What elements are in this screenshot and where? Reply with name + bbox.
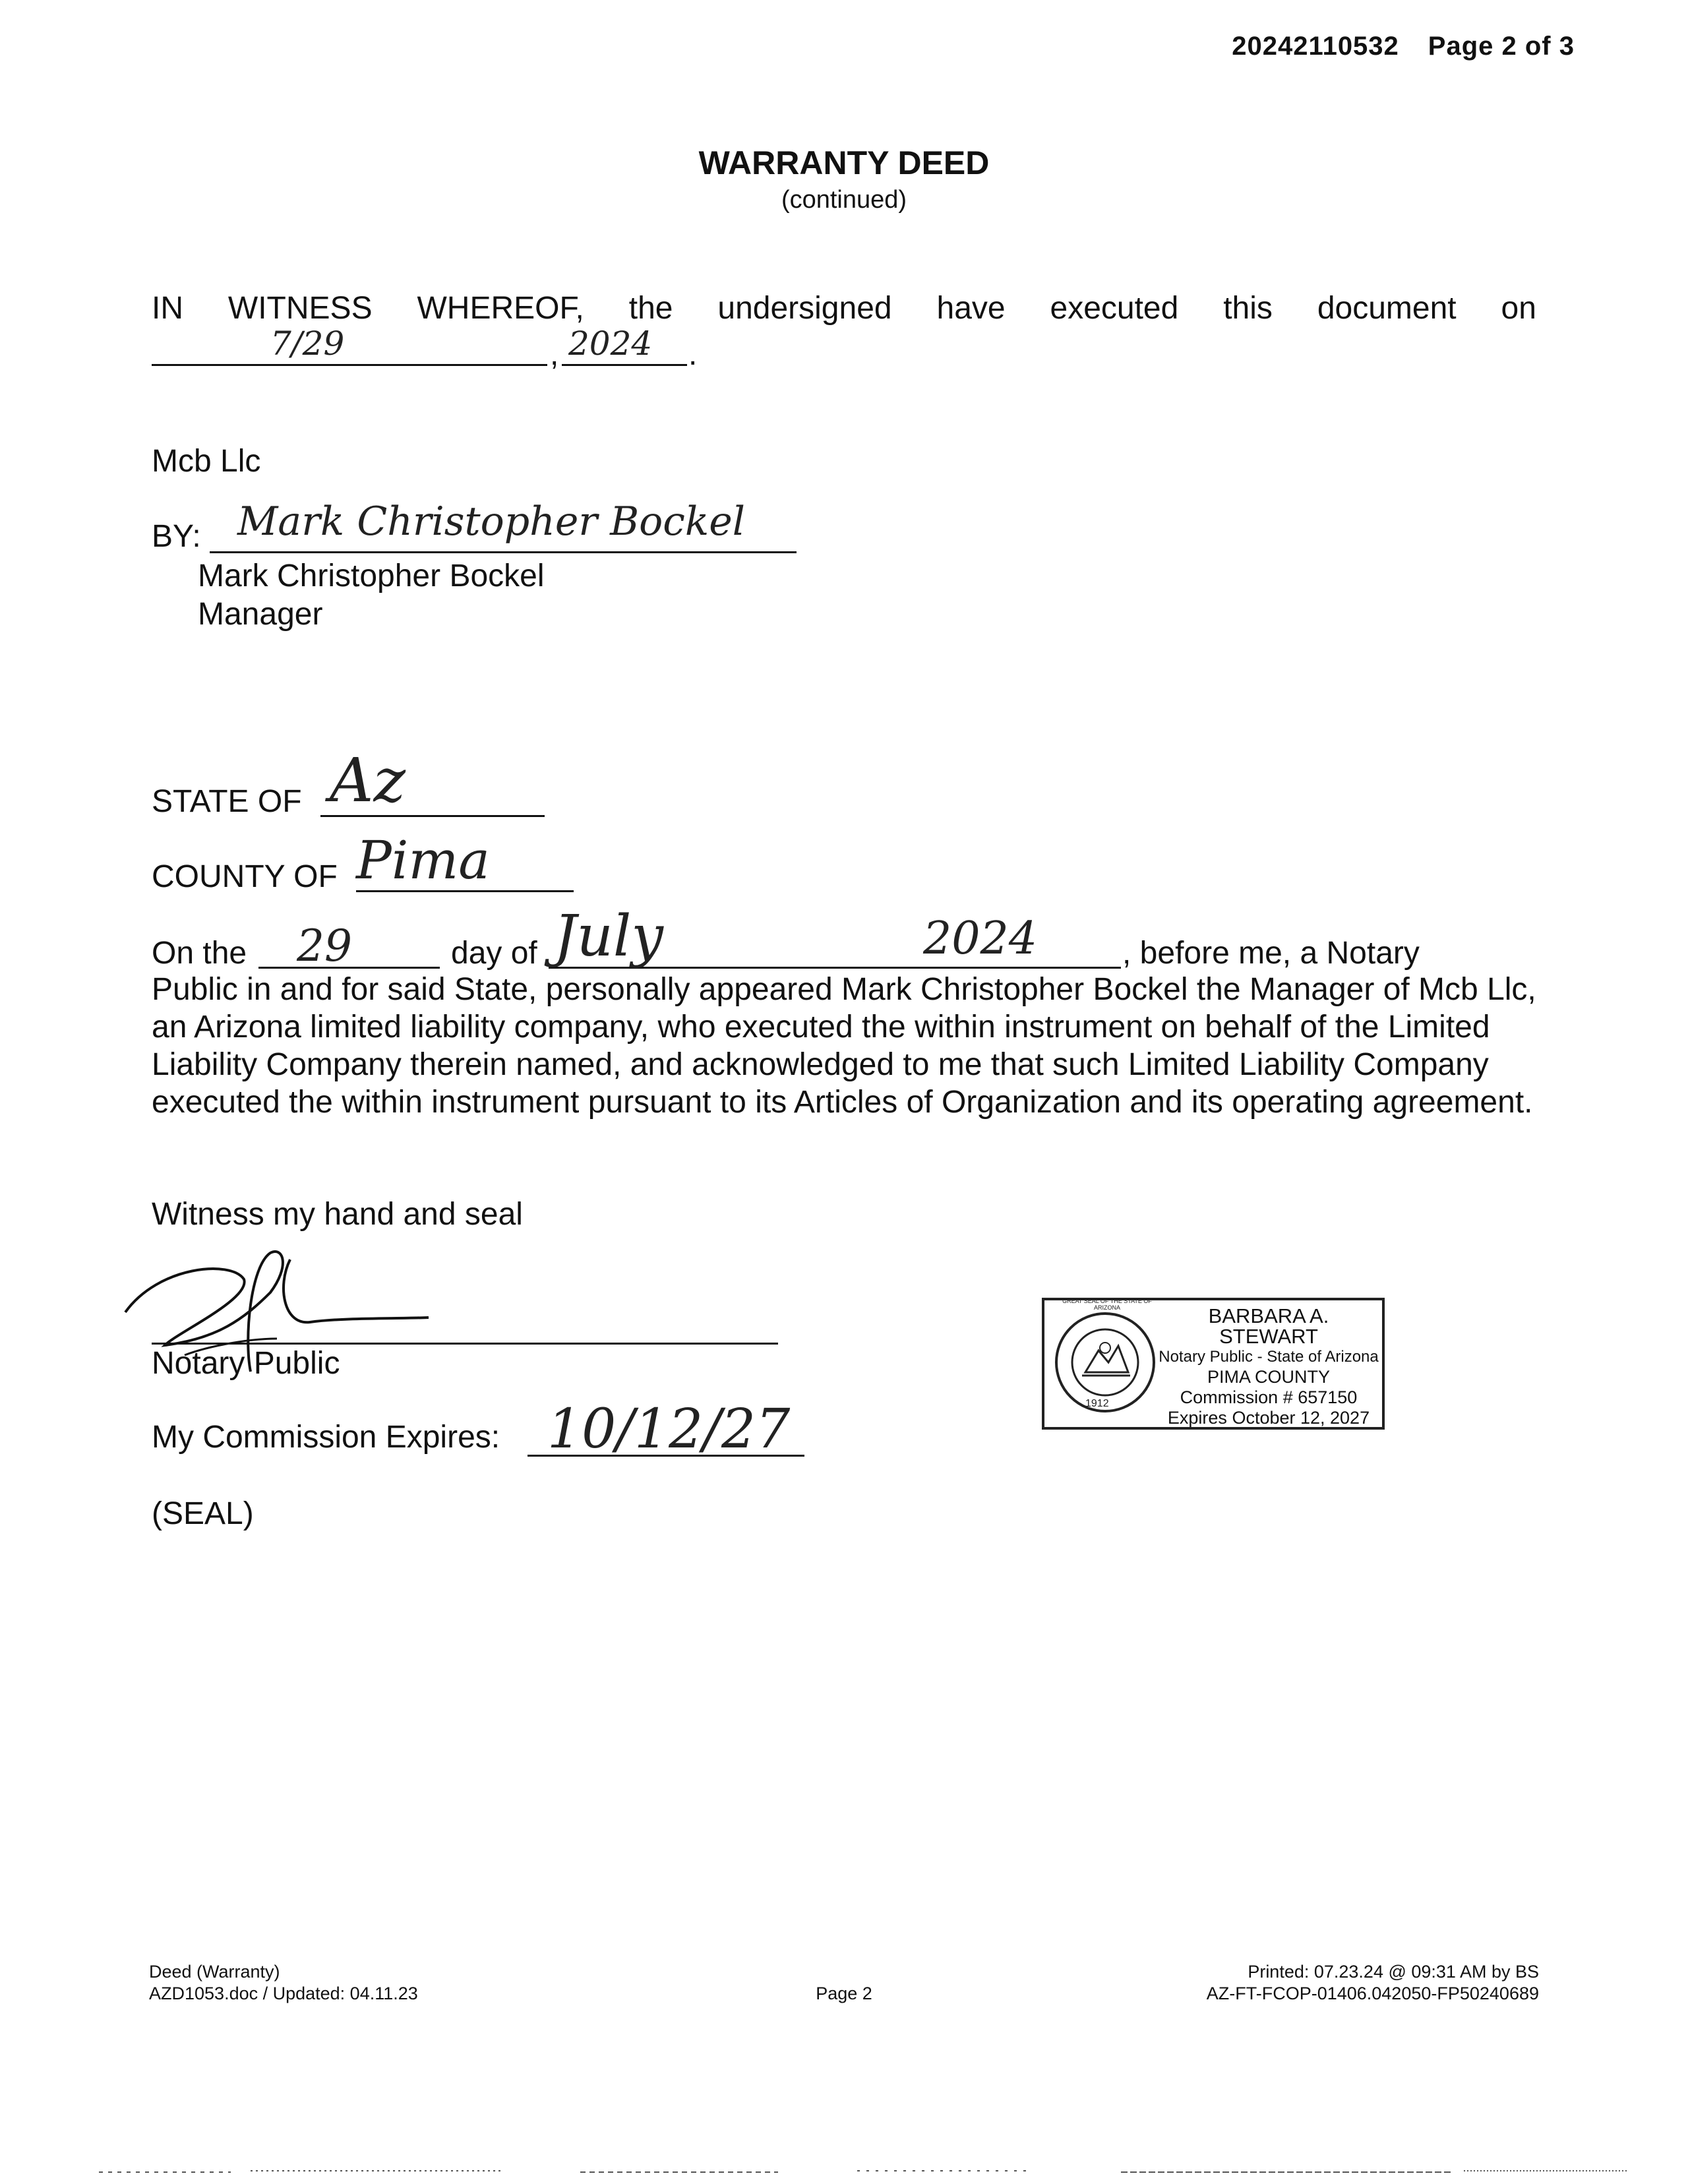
date-period: . bbox=[688, 337, 698, 372]
acknowledgment-paragraph: Public in and for said State, personally appeared Mark Christopher Bockel the Manager of Mcb Llc, an Arizona limited liability company, who executed the within instrument on behalf of the Limited Liability Company therein named, and acknowledged to me that such Limited Liability Company executed the within instrument pursuant to its Articles of Organization and its operating agreement. bbox=[152, 972, 1536, 1120]
notary-stamp-county: PIMA COUNTY bbox=[1207, 1367, 1331, 1387]
document-number: 20242110532 bbox=[1232, 32, 1399, 61]
notary-signature-line bbox=[152, 1343, 778, 1345]
witness-word: have bbox=[936, 291, 1006, 326]
document-title: WARRANTY DEED bbox=[698, 144, 990, 181]
handwritten-state: Az bbox=[330, 745, 406, 816]
date-comma: , bbox=[550, 337, 559, 372]
signature-mark-bockel: Mark Christopher Bockel bbox=[237, 499, 745, 545]
signer-title: Manager bbox=[198, 597, 323, 632]
entity-name: Mcb Llc bbox=[152, 444, 261, 479]
handwritten-year: 2024 bbox=[568, 324, 653, 363]
witness-word: WHEREOF, bbox=[417, 291, 584, 326]
footer-doc-file: AZD1053.doc / Updated: 04.11.23 bbox=[149, 1984, 418, 2003]
by-label: BY: bbox=[152, 519, 201, 554]
commission-expires-label: My Commission Expires: bbox=[152, 1420, 500, 1455]
document-subtitle: (continued) bbox=[781, 186, 907, 214]
date-line bbox=[152, 364, 547, 366]
witness-word: on bbox=[1501, 291, 1536, 326]
signature-line bbox=[210, 551, 797, 553]
notary-stamp-line2: Notary Public - State of Arizona bbox=[1159, 1348, 1379, 1366]
document-header bbox=[1203, 32, 1575, 61]
handwritten-date: 7/29 bbox=[270, 324, 345, 363]
notary-stamp-text bbox=[1157, 1306, 1381, 1428]
year-line bbox=[562, 364, 687, 366]
witness-word: IN bbox=[152, 291, 183, 326]
handwritten-commission-date: 10/12/27 bbox=[547, 1398, 791, 1461]
notary-stamp bbox=[1042, 1298, 1385, 1430]
footer-doc-type: Deed (Warranty) bbox=[149, 1962, 280, 1982]
notary-stamp-expiration: Expires October 12, 2027 bbox=[1167, 1408, 1370, 1428]
notary-stamp-name: BARBARA A. STEWART bbox=[1208, 1304, 1329, 1348]
scan-artifact-strip bbox=[0, 2158, 1688, 2184]
witness-word: WITNESS bbox=[227, 291, 373, 326]
seal-label: (SEAL) bbox=[152, 1496, 254, 1531]
witness-word: executed bbox=[1050, 291, 1179, 326]
county-label: COUNTY OF bbox=[152, 859, 338, 894]
witness-word: this bbox=[1223, 291, 1273, 326]
witness-word: document bbox=[1317, 291, 1457, 326]
notary-public-label: Notary Public bbox=[152, 1346, 340, 1381]
notary-stamp-commission: Commission # 657150 bbox=[1180, 1387, 1358, 1407]
handwritten-county: Pima bbox=[356, 830, 490, 891]
footer-page-number: Page 2 bbox=[816, 1984, 872, 2003]
ack-before-me: , before me, a Notary bbox=[1122, 936, 1420, 971]
footer-file-id: AZ-FT-FCOP-01406.042050-FP50240689 bbox=[1206, 1984, 1539, 2003]
state-label: STATE OF bbox=[152, 784, 302, 819]
ack-day-of: day of bbox=[451, 936, 537, 971]
witness-clause bbox=[152, 290, 1536, 326]
signer-name: Mark Christopher Bockel bbox=[198, 559, 545, 593]
seal-year: 1912 bbox=[1085, 1398, 1109, 1409]
ack-year-line bbox=[923, 967, 1121, 969]
handwritten-day: 29 bbox=[297, 921, 352, 971]
handwritten-month: July bbox=[554, 903, 663, 969]
handwritten-ack-year: 2024 bbox=[923, 913, 1038, 965]
witness-hand-seal: Witness my hand and seal bbox=[152, 1197, 523, 1232]
seal-ring-text: GREAT SEAL OF THE STATE OF ARIZONA bbox=[1062, 1298, 1152, 1311]
ack-on-the: On the bbox=[152, 936, 247, 971]
page-of-indicator: Page 2 of 3 bbox=[1428, 32, 1575, 61]
witness-word: the bbox=[628, 291, 673, 326]
witness-word: undersigned bbox=[717, 291, 892, 326]
footer-printed: Printed: 07.23.24 @ 09:31 AM by BS bbox=[1248, 1962, 1539, 1982]
footer-right bbox=[1207, 1961, 1539, 2005]
